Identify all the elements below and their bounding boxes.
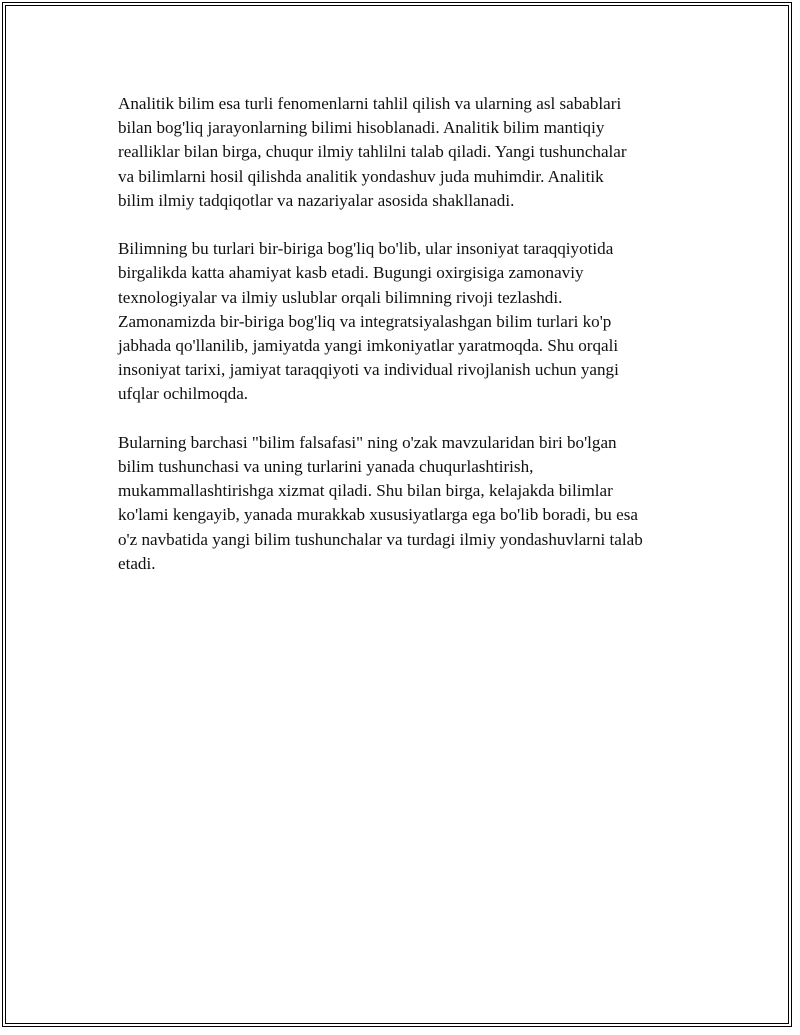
text-line: ufqlar ochilmoqda.	[118, 384, 249, 404]
paragraph-3	[118, 431, 693, 576]
text-line: realliklar bilan birga, chuqur ilmiy tahlilni talab qiladi. Yangi tushunchalar	[118, 142, 627, 162]
text-line: bilan bog'liq jarayonlarning bilimi hisoblanadi. Analitik bilim mantiqiy	[118, 118, 605, 138]
text-line: birgalikda katta ahamiyat kasb etadi. Bugungi oxirgisiga zamonaviy	[118, 263, 584, 283]
paragraph-2	[118, 237, 693, 406]
text-line: jabhada qo'llanilib, jamiyatda yangi imkoniyatlar yaratmoqda. Shu orqali	[118, 336, 619, 356]
text-line: mukammallashtirishga xizmat qiladi. Shu bilan birga, kelajakda bilimlar	[118, 481, 613, 501]
text-line: etadi.	[118, 553, 156, 573]
text-line: Bilimning bu turlari bir-biriga bog'liq bo'lib, ular insoniyat taraqqiyotida	[118, 239, 614, 259]
text-line: ko'lami kengayib, yanada murakkab xususiyatlarga ega bo'lib boradi, bu esa	[118, 505, 638, 525]
text-line: bilim tushunchasi va uning turlarini yanada chuqurlashtirish,	[118, 457, 534, 477]
paragraph-1	[118, 92, 693, 213]
text-line: bilim ilmiy tadqiqotlar va nazariyalar asosida shakllanadi.	[118, 190, 515, 210]
text-line: Analitik bilim esa turli fenomenlarni tahlil qilish va ularning asl sabablari	[118, 94, 622, 113]
document-body	[118, 92, 693, 600]
text-line: texnologiyalar va ilmiy uslublar orqali bilimning rivoji tezlashdi.	[118, 287, 563, 307]
text-line: insoniyat tarixi, jamiyat taraqqiyoti va individual rivojlanish uchun yangi	[118, 360, 619, 380]
text-line: Bularning barchasi "bilim falsafasi" ning o'zak mavzularidan biri bo'lgan	[118, 432, 617, 452]
text-line: Zamonamizda bir-biriga bog'liq va integratsiyalashgan bilim turlari ko'p	[118, 311, 612, 331]
text-line: o'z navbatida yangi bilim tushunchalar va turdagi ilmiy yondashuvlarni talab	[118, 529, 643, 549]
text-line: va bilimlarni hosil qilishda analitik yondashuv juda muhimdir. Analitik	[118, 166, 604, 186]
